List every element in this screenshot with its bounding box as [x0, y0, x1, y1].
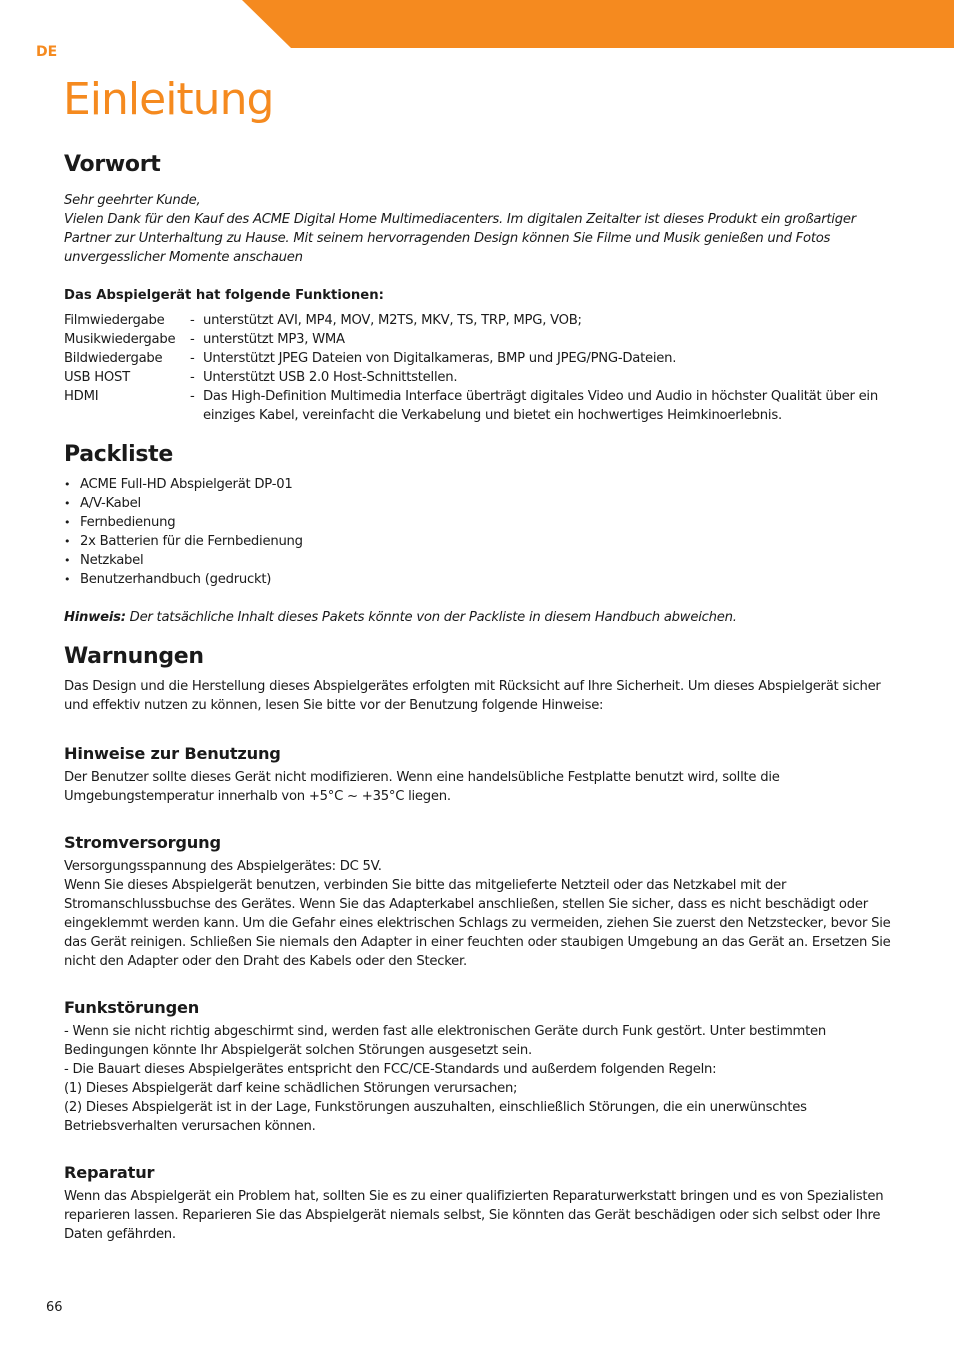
subheading-funkstoerungen: Funkstörungen	[64, 998, 200, 1017]
note-text: Der tatsächliche Inhalt dieses Pakets könnte von der Packliste in diesem Handbuch abweichen.	[125, 610, 737, 625]
pack-note	[64, 608, 900, 627]
strom-line: Versorgungsspannung des Abspielgerätes: DC 5V.	[64, 859, 382, 874]
feature-row	[64, 330, 900, 349]
feature-name: Musikwiedergabe	[64, 332, 176, 347]
vorwort-body: Vielen Dank für den Kauf des ACME Digital Home Multimediacenters. Im digitalen Zeitalter ist dieses Produkt ein großartiger Partner zur Unterhaltung zu Hause. Mit seinem hervorragenden Design können Sie Filme und Musik genießen und Fotos unvergesslicher Momente anschauen	[64, 212, 856, 265]
feature-row	[64, 349, 900, 368]
funk-line: - Die Bauart dieses Abspielgerätes entspricht den FCC/CE-Standards und außerdem folgenden Regeln:	[64, 1062, 717, 1077]
list-item: • 2x Batterien für die Fernbedienung	[64, 532, 900, 551]
reparatur-text: Wenn das Abspielgerät ein Problem hat, sollten Sie es zu einer qualifizierten Reparaturwerkstatt bringen und es von Spezialisten reparieren lassen. Reparieren Sie das Abspielgerät niemals selbst, Sie könnten das Gerät beschädigen oder sich selbst oder Ihre Daten gefährden.	[64, 1189, 884, 1242]
list-item: • Benutzerhandbuch (gedruckt)	[64, 570, 900, 589]
funk-line: - Wenn sie nicht richtig abgeschirmt sind, werden fast alle elektronischen Geräte durch Funk gestört. Unter bestimmten Bedingungen könnte Ihr Abspielgerät solchen Störungen ausgesetzt sein.	[64, 1024, 827, 1058]
feature-desc: unterstützt AVI, MP4, MOV, M2TS, MKV, TS, TRP, MPG, VOB;	[203, 313, 582, 328]
vorwort-greeting: Sehr geehrter Kunde,	[64, 193, 201, 208]
feature-dash: -	[190, 370, 195, 385]
feature-dash: -	[190, 332, 195, 347]
subheading-benutzung: Hinweise zur Benutzung	[64, 744, 281, 763]
feature-desc: Unterstützt USB 2.0 Host-Schnittstellen.	[203, 370, 458, 385]
features-label: Das Abspielgerät hat folgende Funktionen:	[64, 288, 384, 303]
benutzung-text: Der Benutzer sollte dieses Gerät nicht modifizieren. Wenn eine handelsübliche Festplatte benutzt wird, sollte die Umgebungstemperatur innerhalb von +5°C ~ +35°C liegen.	[64, 770, 780, 804]
feature-dash: -	[190, 351, 195, 366]
feature-desc: Unterstützt JPEG Dateien von Digitalkameras, BMP und JPEG/PNG-Dateien.	[203, 351, 677, 366]
feature-row	[64, 387, 900, 425]
feature-dash: -	[190, 313, 195, 328]
feature-name: HDMI	[64, 389, 99, 404]
feature-row	[64, 368, 900, 387]
feature-desc: Das High-Definition Multimedia Interface überträgt digitales Video und Audio in höchster Qualität über ein einziges Kabel, vereinfacht die Verkabelung und bietet ein hochwertiges Heimkinoerlebnis.	[203, 389, 878, 423]
note-label: Hinweis:	[64, 610, 126, 625]
language-label: DE	[36, 44, 58, 60]
list-item: • ACME Full-HD Abspielgerät DP-01	[64, 475, 900, 494]
page-content	[64, 150, 900, 1244]
section-heading-packliste: Packliste	[64, 442, 173, 467]
warnungen-intro: Das Design und die Herstellung dieses Abspielgerätes erfolgten mit Rücksicht auf Ihre Sicherheit. Um dieses Abspielgerät sicher und effektiv nutzen zu können, lesen Sie bitte vor der Benutzung folgende Hinweise:	[64, 679, 881, 713]
subheading-stromversorgung: Stromversorgung	[64, 833, 221, 852]
feature-name: USB HOST	[64, 370, 130, 385]
feature-dash: -	[190, 389, 195, 404]
funk-line: (1) Dieses Abspielgerät darf keine schädlichen Störungen verursachen;	[64, 1081, 518, 1096]
feature-name: Filmwiedergabe	[64, 313, 165, 328]
list-item: • Netzkabel	[64, 551, 900, 570]
page-number: 66	[46, 1300, 63, 1315]
section-heading-warnungen: Warnungen	[64, 644, 204, 669]
feature-list	[64, 311, 900, 425]
pack-list	[64, 475, 900, 589]
feature-row	[64, 311, 900, 330]
feature-name: Bildwiedergabe	[64, 351, 163, 366]
funk-line: (2) Dieses Abspielgerät ist in der Lage, Funkstörungen auszuhalten, einschließlich Störungen, die ein unerwünschtes Betriebsverhalten verursachen können.	[64, 1100, 807, 1134]
list-item: • Fernbedienung	[64, 513, 900, 532]
feature-desc: unterstützt MP3, WMA	[203, 332, 345, 347]
subheading-reparatur: Reparatur	[64, 1163, 155, 1182]
section-heading-vorwort: Vorwort	[64, 152, 161, 177]
strom-text: Wenn Sie dieses Abspielgerät benutzen, verbinden Sie bitte das mitgelieferte Netzteil oder das Netzkabel mit der Stromanschlussbuchse des Gerätes. Wenn Sie das Adapterkabel anschließen, stellen Sie sicher, dass es nicht beschädigt oder eingeklemmt werden kann. Um die Gefahr eines elektrischen Schlags zu vermeiden, ziehen Sie zuerst den Netzstecker, bevor Sie das Gerät reinigen. Schließen Sie niemals den Adapter in einer feuchten oder staubigen Umgebung an das Gerät an. Ersetzen Sie nicht den Adapter oder den Draht des Kabels oder den Stecker.	[64, 878, 891, 969]
page-title: Einleitung	[63, 74, 274, 125]
list-item: • A/V-Kabel	[64, 494, 900, 513]
header-orange-band	[242, 0, 954, 48]
